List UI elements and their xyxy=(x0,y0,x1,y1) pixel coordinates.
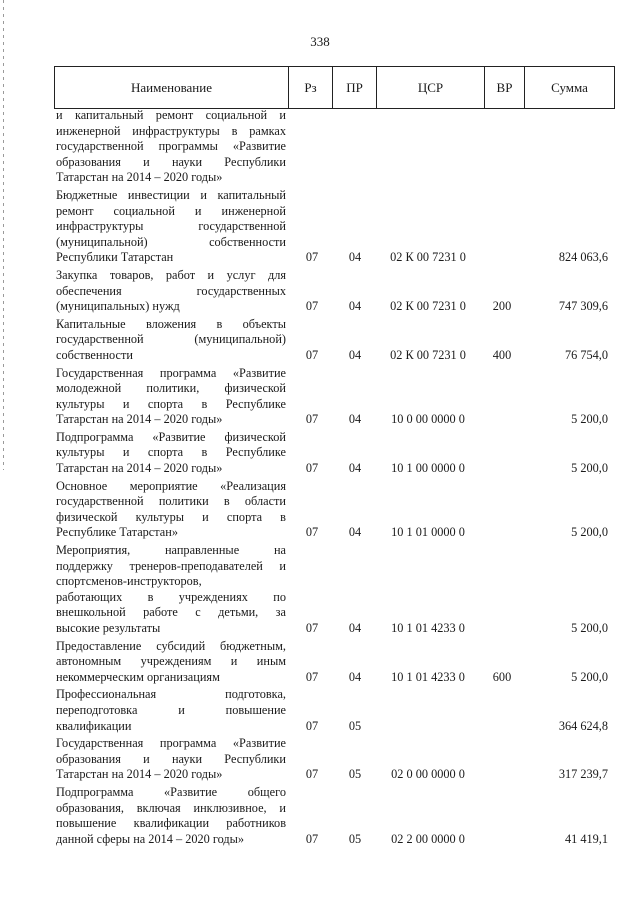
table-row xyxy=(54,687,614,734)
row-pr: 04 xyxy=(348,347,362,362)
table-row xyxy=(54,108,614,186)
row-pr: 04 xyxy=(348,621,362,635)
header-vr: ВР xyxy=(485,67,525,109)
row-name-line: некоммерческим организациям xyxy=(56,669,220,684)
row-csr: 02 К 00 7231 0 xyxy=(390,299,466,314)
row-pr: 04 xyxy=(348,250,362,265)
row-vr: 200 xyxy=(492,299,512,314)
header-rz: Рз xyxy=(289,67,333,109)
row-name xyxy=(54,736,286,783)
row-csr: 10 1 01 0000 0 xyxy=(391,525,465,540)
row-sum: 317 239,7 xyxy=(558,767,608,782)
row-rz: 07 xyxy=(305,412,319,427)
row-sum: 5 200,0 xyxy=(571,461,608,476)
row-vr: 400 xyxy=(492,347,512,362)
row-name-line: спортсменов-инструкторов, xyxy=(56,574,202,589)
row-name-line: переподготовка и повышение xyxy=(56,702,286,717)
row-name-line: государственной политики в области xyxy=(56,494,286,509)
row-name-line: Предоставление субсидий бюджетным, xyxy=(56,638,286,653)
row-name-line: инфраструктуры государственной xyxy=(56,219,286,234)
row-csr: 10 0 00 0000 0 xyxy=(391,412,465,427)
row-name-line: данной сферы на 2014 – 2020 годы» xyxy=(56,831,245,846)
row-name-line: Подпрограмма «Развитие общего xyxy=(56,784,286,799)
row-name-line: Подпрограмма «Развитие физической xyxy=(56,429,286,444)
row-rz: 07 xyxy=(305,250,319,265)
row-pr: 05 xyxy=(348,767,362,782)
row-name xyxy=(54,268,286,315)
row-rz: 07 xyxy=(305,299,319,314)
row-name-line: культуры и спорта в Республике xyxy=(56,445,286,460)
header-name: Наименование xyxy=(55,67,289,109)
row-csr: 10 1 01 4233 0 xyxy=(391,621,465,635)
row-csr: 02 0 00 0000 0 xyxy=(391,767,465,782)
row-name-line: (муниципальных) нужд xyxy=(56,299,180,314)
row-csr: 02 К 00 7231 0 xyxy=(390,250,466,265)
row-sum: 41 419,1 xyxy=(564,831,608,846)
row-rz: 07 xyxy=(305,461,319,476)
row-sum: 5 200,0 xyxy=(571,621,608,635)
row-pr: 04 xyxy=(348,669,362,684)
table-row xyxy=(54,479,614,541)
row-name-line: собственности xyxy=(56,347,133,362)
row-sum: 5 200,0 xyxy=(571,669,608,684)
row-csr: 10 1 00 0000 0 xyxy=(391,461,465,476)
row-name-line: квалификации xyxy=(56,718,132,733)
row-name-line: обеспечения государственных xyxy=(56,283,286,298)
table-row xyxy=(54,317,614,364)
row-name-line: Татарстан на 2014 – 2020 годы» xyxy=(56,767,223,782)
row-name-line: образования, включая инклюзивное, и xyxy=(56,800,286,815)
row-name xyxy=(54,785,286,847)
row-sum: 364 624,8 xyxy=(558,718,608,733)
row-rz: 07 xyxy=(305,718,319,733)
row-name-line: Государственная программа «Развитие xyxy=(56,365,286,380)
row-name xyxy=(54,687,286,734)
row-rz: 07 xyxy=(305,669,319,684)
header-pr: ПР xyxy=(333,67,377,109)
row-name xyxy=(54,108,286,186)
row-name-line: Татарстан на 2014 – 2020 годы» xyxy=(56,412,223,427)
row-name-line: высокие результаты xyxy=(56,621,161,635)
row-name-line: поддержку тренеров-преподавателей и xyxy=(56,558,286,573)
row-name xyxy=(54,366,286,428)
row-csr: 02 К 00 7231 0 xyxy=(390,347,466,362)
scan-edge-mark xyxy=(3,0,4,470)
header-csr: ЦСР xyxy=(377,67,485,109)
row-name xyxy=(54,430,286,477)
row-sum: 5 200,0 xyxy=(571,525,608,540)
row-name xyxy=(54,543,286,637)
table-row xyxy=(54,785,614,847)
row-name-line: культуры и спорта в Республике xyxy=(56,396,286,411)
header-sum: Сумма xyxy=(525,67,615,109)
row-name-line: Капитальные вложения в объекты xyxy=(56,316,286,331)
row-sum: 824 063,6 xyxy=(558,250,608,265)
row-pr: 04 xyxy=(348,461,362,476)
row-sum: 5 200,0 xyxy=(571,412,608,427)
table-row xyxy=(54,268,614,315)
row-csr: 10 1 01 4233 0 xyxy=(391,669,465,684)
row-name-line: инженерной инфраструктуры в рамках xyxy=(56,123,286,138)
row-name-line: Республики Татарстан xyxy=(56,250,174,265)
table-header xyxy=(54,66,615,109)
row-name-line: Бюджетные инвестиции и капитальный xyxy=(56,187,286,202)
row-name-line: повышение квалификации работников xyxy=(56,816,286,831)
row-name xyxy=(54,639,286,686)
row-name-line: образования и науки Республики xyxy=(56,751,286,766)
row-name-line: образования и науки Республики xyxy=(56,154,286,169)
row-rz: 07 xyxy=(305,767,319,782)
row-rz: 07 xyxy=(305,831,319,846)
page-number: 338 xyxy=(310,34,330,49)
row-name-line: Государственная программа «Развитие xyxy=(56,736,286,751)
row-pr: 05 xyxy=(348,831,362,846)
row-sum: 76 754,0 xyxy=(564,347,608,362)
row-rz: 07 xyxy=(305,621,319,635)
row-pr: 05 xyxy=(348,718,362,733)
row-name-line: внешкольной работе с детьми, за xyxy=(56,605,286,620)
row-name-line: физической культуры и спорта в xyxy=(56,509,286,524)
row-name-line: Мероприятия, направленные на xyxy=(56,543,286,558)
table-row xyxy=(54,639,614,686)
table-body xyxy=(54,108,614,849)
row-name-line: и капитальный ремонт социальной и xyxy=(56,108,286,122)
row-name xyxy=(54,188,286,266)
row-name-line: ремонт социальной и инженерной xyxy=(56,203,286,218)
row-name-line: работающих в учреждениях по xyxy=(56,589,286,604)
row-pr: 04 xyxy=(348,525,362,540)
row-rz: 07 xyxy=(305,347,319,362)
table-row xyxy=(54,188,614,266)
row-pr: 04 xyxy=(348,299,362,314)
row-name-line: (муниципальной) собственности xyxy=(56,234,286,249)
row-name-line: государственной программы «Развитие xyxy=(56,139,286,154)
table-row xyxy=(54,543,614,637)
row-name-line: государственной (муниципальной) xyxy=(56,332,286,347)
row-vr: 600 xyxy=(492,669,512,684)
table-row xyxy=(54,736,614,783)
row-name xyxy=(54,479,286,541)
row-rz: 07 xyxy=(305,525,319,540)
table-row xyxy=(54,430,614,477)
header-row xyxy=(55,67,615,109)
row-pr: 04 xyxy=(348,412,362,427)
row-csr: 02 2 00 0000 0 xyxy=(391,831,465,846)
row-name-line: Профессиональная подготовка, xyxy=(56,687,286,702)
row-name-line: Республике Татарстан» xyxy=(56,525,178,540)
row-name-line: Закупка товаров, работ и услуг для xyxy=(56,267,286,282)
row-name-line: автономным учреждениям и иным xyxy=(56,654,286,669)
row-name-line: Основное мероприятие «Реализация xyxy=(56,478,286,493)
row-name-line: Татарстан на 2014 – 2020 годы» xyxy=(56,170,223,185)
table-row xyxy=(54,366,614,428)
row-name-line: Татарстан на 2014 – 2020 годы» xyxy=(56,461,223,476)
row-name xyxy=(54,317,286,364)
row-name-line: молодежной политики, физической xyxy=(56,381,286,396)
row-sum: 747 309,6 xyxy=(558,299,608,314)
